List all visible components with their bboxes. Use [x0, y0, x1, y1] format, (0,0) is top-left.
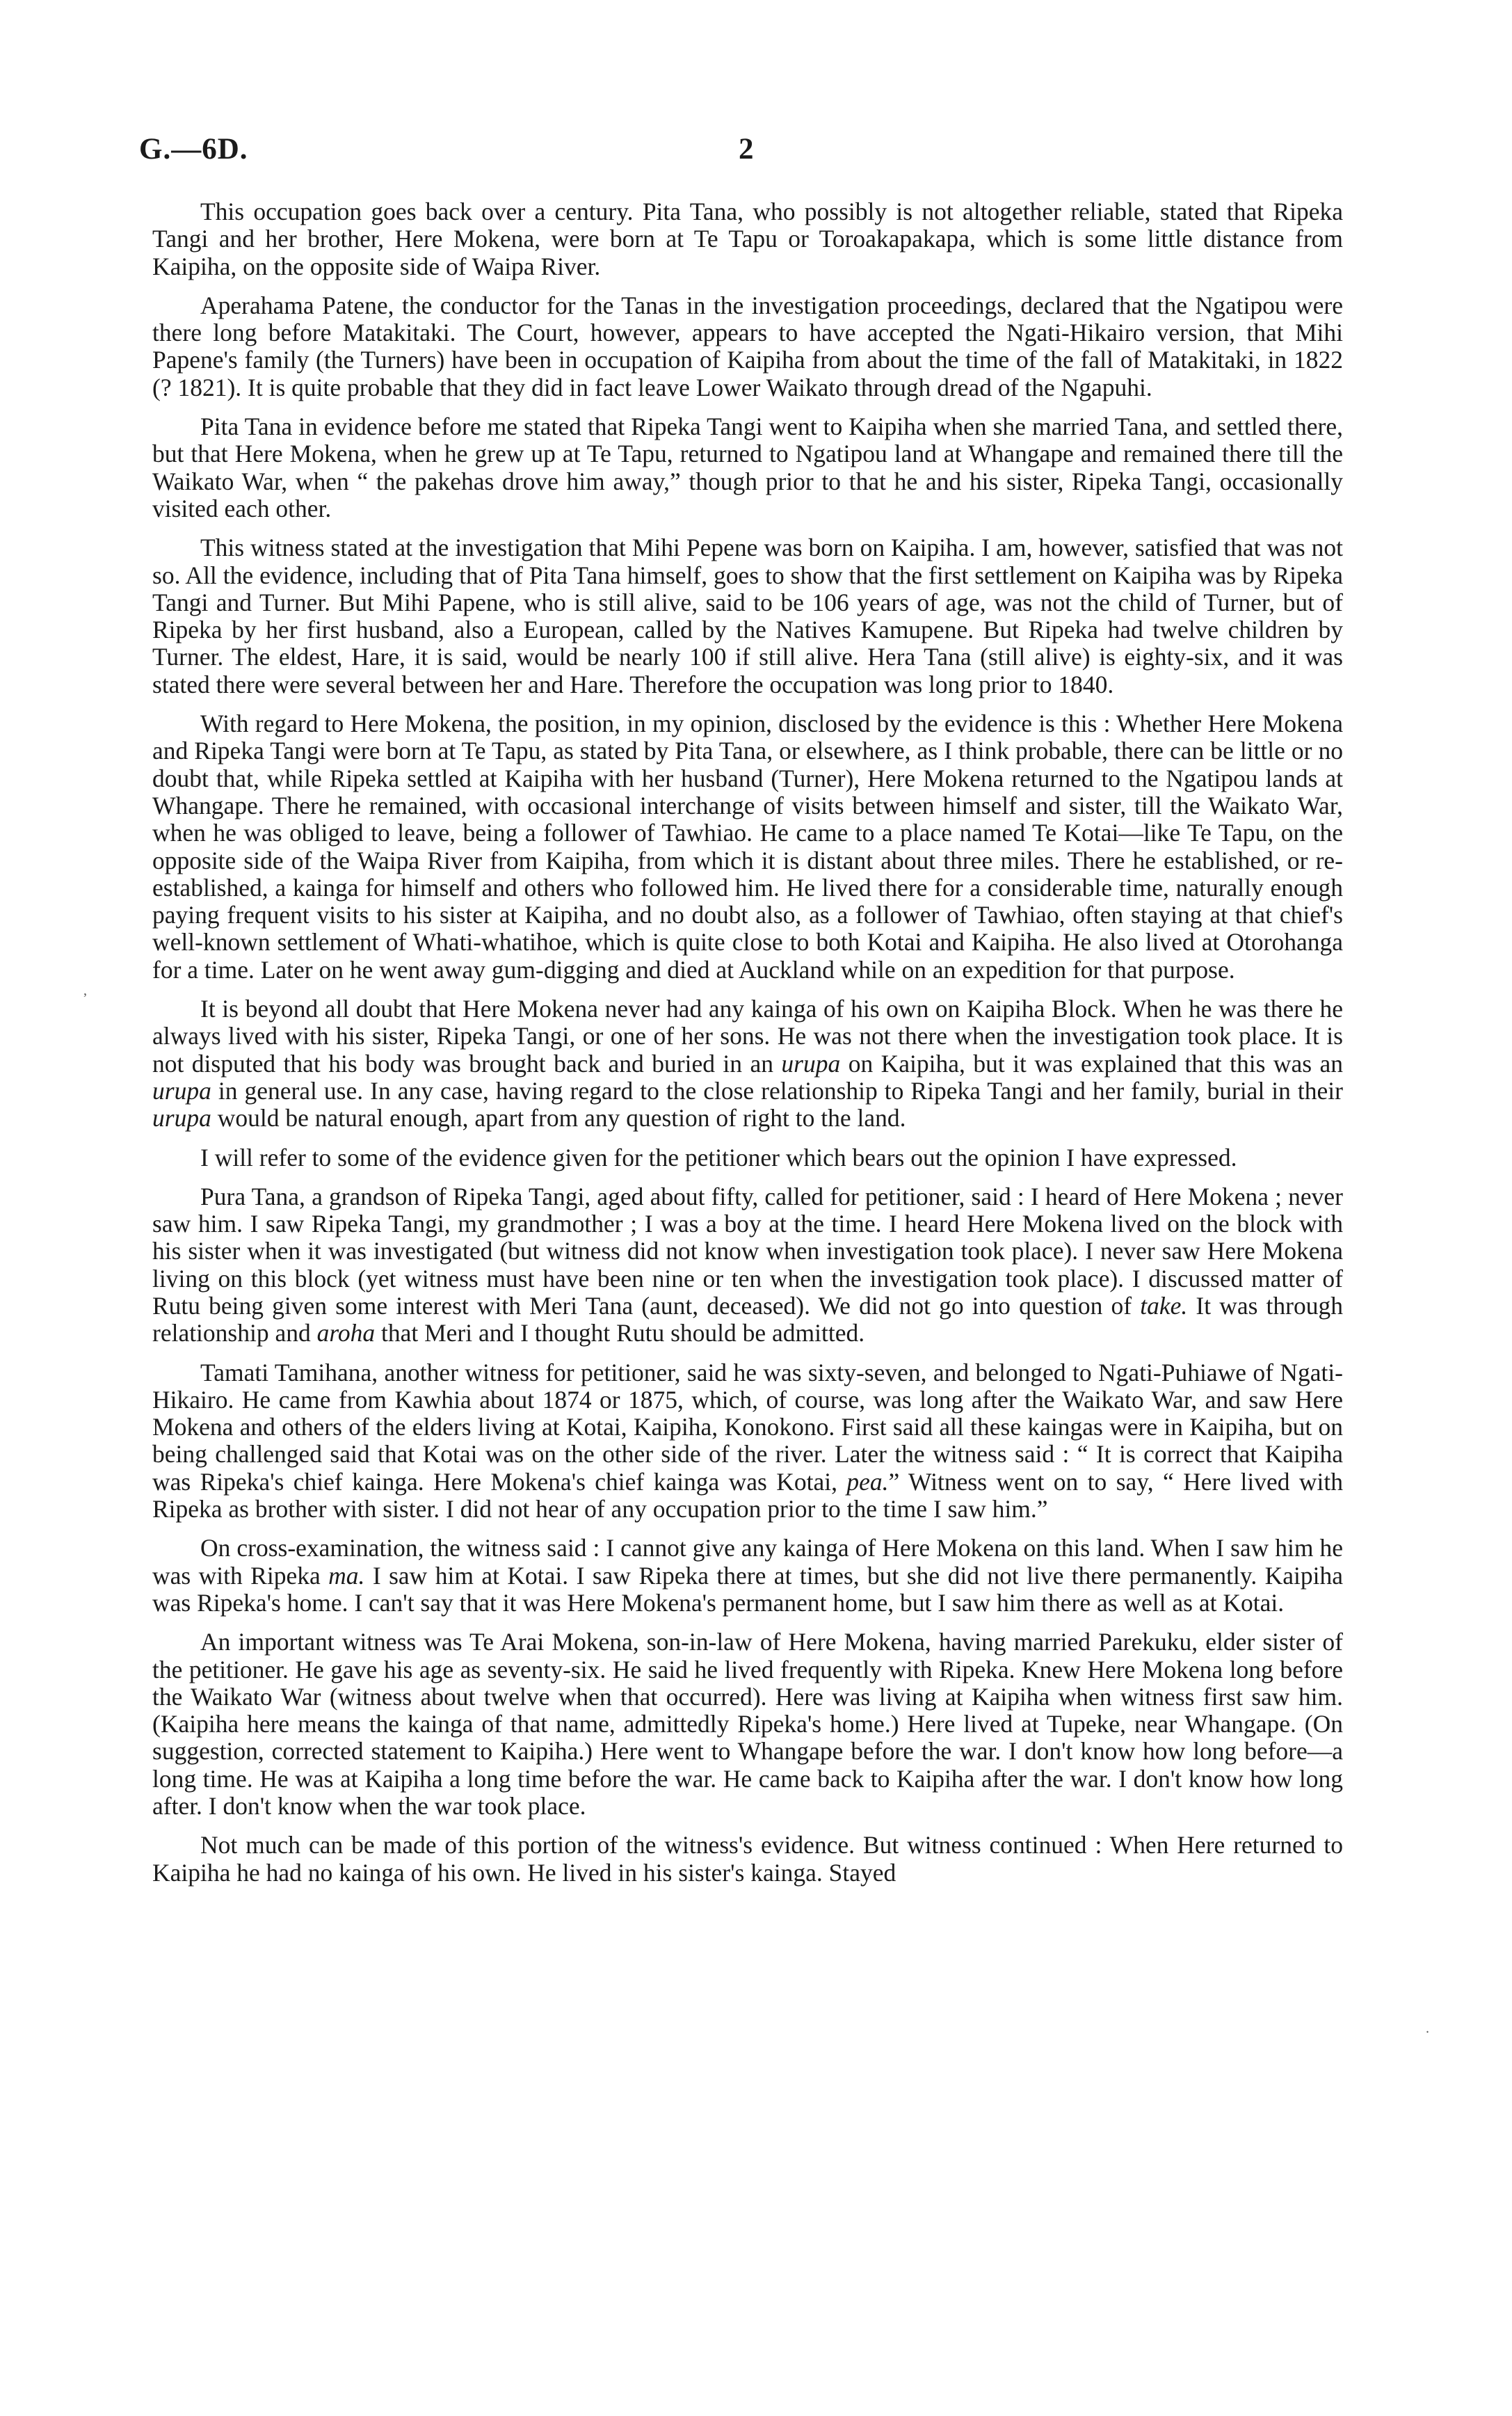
paragraph-aperahama-patene: Aperahama Patene, the conductor for the Tanas in the investigation proceedings, declared that the Ngatipou were there long before Matakitaki. The Court, however, appears to have accepted the Ngati-Hikairo version, that Mihi Papene's family (the Turners) have been in occupation of Kaipiha from about the time of the fall of Matakitaki, in 1822 (? 1821). It is quite probable that they did in fact leave Lower Waikato through dread of the Ngapuhi. [152, 291, 1343, 401]
paragraph-pita-tana-evidence: Pita Tana in evidence before me stated that Ripeka Tangi went to Kaipiha when she married Tana, and settled there, but that Here Mokena, when he grew up at Te Tapu, returned to Ngatipou land at Whangape and remained there till the Waikato War, when “ the pakehas drove him away,” though prior to that he and his sister, Ripeka Tangi, occasionally visited each other. [152, 413, 1343, 522]
paragraph-te-arai-mokena: An important witness was Te Arai Mokena, son-in-law of Here Mokena, having married Parekuku, elder sister of the petitioner. He gave his age as seventy-six. He said he lived frequently with Ripeka. Knew Here Mokena long before the Waikato War (witness about twelve when that occurred). Here was living at Kaipiha when witness first saw him. (Kaipiha here means the kainga of that name, admittedly Ripeka's home.) Here lived at Tupeke, near Whangape. (On suggestion, corrected statement to Kaipiha.) Here went to Whangape before the war. I don't know how long before—a long time. He was at Kaipiha a long time before the war. He came back to Kaipiha after the war. I don't know how long after. I don't know when the war took place. [152, 1628, 1343, 1821]
paragraph-tamati-tamihana: Tamati Tamihana, another witness for petitioner, said he was sixty-seven, and belonged to Ngati-Puhiawe of Ngati-Hikairo. He came from Kawhia about 1874 or 1875, which, of course, was long after the Waikato War, and saw Here Mokena and others of the elders living at Kotai, Kaipiha, Konokono. First said all these kaingas were in Kaipiha, but on being challenged said that Kotai was on the other side of the river. Later the witness said : “ It is correct that Kaipiha was Ripeka's chief kainga. Here Mokena's chief kainga was Kotai, pea.” Witness went on to say, “ Here lived with Ripeka as brother with sister. I did not hear of any occupation prior to the time I saw him.” [152, 1358, 1343, 1523]
page-header [139, 132, 1356, 174]
paragraph-occupation: This occupation goes back over a century. Pita Tana, who possibly is not altogether reliable, stated that Ripeka Tangi and her brother, Here Mokena, were born at Te Tapu or Toroakapakapa, which is some little distance from Kaipiha, on the opposite side of Waipa River. [152, 198, 1343, 280]
paragraph-evidence-intro: I will refer to some of the evidence given for the petitioner which bears out the opinion I have expressed. [200, 1143, 1237, 1171]
document-reference: G.—6D. [139, 133, 248, 166]
paragraph-pura-tana: Pura Tana, a grandson of Ripeka Tangi, aged about fifty, called for petitioner, said : I heard of Here Mokena ; never saw him. I saw Ripeka Tangi, my grandmother ; I was a boy at the time. I heard Here Mokena lived on the block with his sister when it was investigated (but witness did not know when investigation took place). I never saw Here Mokena living on this block (yet witness must have been nine or ten when the investigation took place). I discussed matter of Rutu being given some interest with Meri Tana (aunt, deceased). We did not go into question of take. It was through relationship and aroha that Meri and I thought Rutu should be admitted. [152, 1182, 1343, 1347]
margin-mark: . [1426, 2021, 1429, 2036]
paragraph-witness-continued: Not much can be made of this portion of the witness's evidence. But witness continued : When Here returned to Kaipiha he had no kainga of his own. He lived in his sister's kainga. Stayed [152, 1831, 1343, 1887]
page-number: 2 [739, 133, 754, 166]
paragraph-mihi-pepene: This witness stated at the investigation that Mihi Pepene was born on Kaipiha. I am, however, satisfied that was not so. All the evidence, including that of Pita Tana himself, goes to show that the first settlement on Kaipiha was by Ripeka Tangi and Turner. But Mihi Papene, who is still alive, said to be 106 years of age, was not the child of Turner, but of Ripeka by her first husband, also a European, called by the Natives Kamupene. But Ripeka had twelve children by Turner. The eldest, Hare, it is said, would be nearly 100 if still alive. Hera Tana (still alive) is eighty-six, and it was stated there were several between her and Hare. Therefore the occupation was long prior to 1840. [152, 534, 1343, 698]
margin-mark: , [83, 983, 87, 998]
paragraph-cross-examination: On cross-examination, the witness said : I cannot give any kainga of Here Mokena on this land. When I saw him he was with Ripeka ma. I saw him at Kotai. I saw Ripeka there at times, but she did not live there permanently. Kaipiha was Ripeka's home. I can't say that it was Here Mokena's permanent home, but I saw him there as well as at Kotai. [152, 1534, 1343, 1617]
body-text [152, 198, 1343, 1898]
paragraph-here-mokena-position: With regard to Here Mokena, the position, in my opinion, disclosed by the evidence is this : Whether Here Mokena and Ripeka Tangi were born at Te Tapu, as stated by Pita Tana, or elsewhere, as I think probable, there can be little or no doubt that, while Ripeka settled at Kaipiha with her husband (Turner), Here Mokena returned to the Ngatipou lands at Whangape. There he remained, with occasional interchange of visits between himself and sister, till the Waikato War, when he was obliged to leave, being a follower of Tawhiao. He came to a place named Te Kotai—like Te Tapu, on the opposite side of the Waipa River from Kaipiha, from which it is distant about three miles. There he established, or re-established, a kainga for himself and others who followed him. He lived there for a considerable time, naturally enough paying frequent visits to his sister at Kaipiha, and no doubt also, as a follower of Tawhiao, often staying at that chief's well-known settlement of Whati-whatihoe, which is quite close to both Kotai and Kaipiha. He also lived at Otorohanga for a time. Later on he went away gum-digging and died at Auckland while on an expedition for that purpose. [152, 710, 1343, 984]
paragraph-no-kainga: It is beyond all doubt that Here Mokena never had any kainga of his own on Kaipiha Block. When he was there he always lived with his sister, Ripeka Tangi, or one of her sons. He was not there when the investigation took place. It is not disputed that his body was brought back and buried in an urupa on Kaipiha, but it was explained that this was an urupa in general use. In any case, having regard to the close relationship to Ripeka Tangi and her family, burial in their urupa would be natural enough, apart from any question of right to the land. [152, 995, 1344, 1133]
